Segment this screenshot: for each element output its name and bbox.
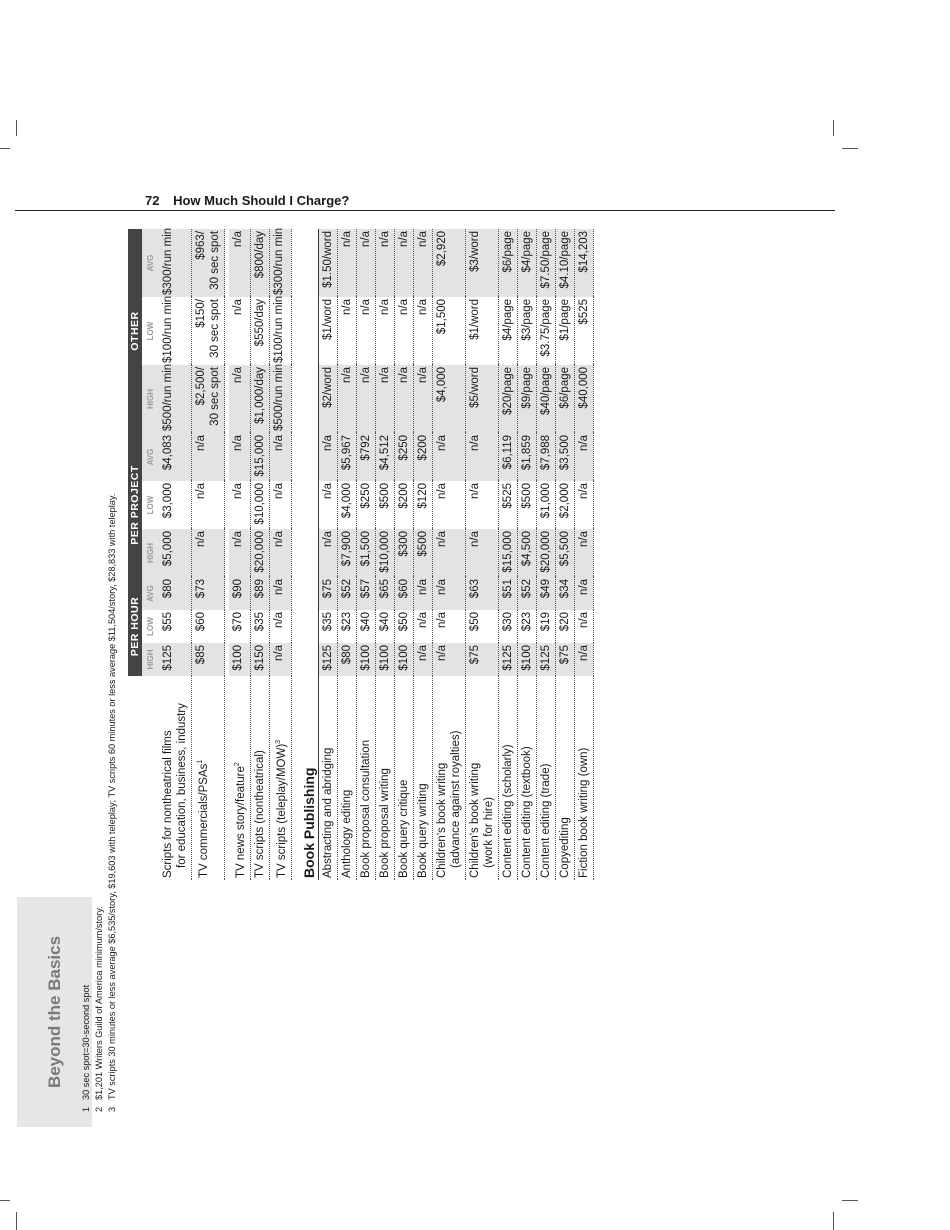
rate-cell: $1,000 [536,481,555,529]
rate-cell: n/a [413,643,432,676]
rate-cell: $80 [159,577,192,610]
rate-cell: $51 [498,577,517,610]
rate-cell: $89 [250,577,269,610]
rate-cell: n/a [394,297,413,365]
rate-cell: $100 [517,643,536,676]
rate-cell: $792 [356,433,375,481]
rate-cell: $35 [318,610,337,643]
rate-cell: $500/run min [269,365,291,433]
rate-cell: $2/word [318,365,337,433]
table-row [432,229,465,880]
rate-cell: n/a [465,481,498,529]
rate-cell: $500/run min [159,365,192,433]
rate-cell: $4,512 [375,433,394,481]
rate-cell: $1,500 [432,297,465,365]
rate-cell: $4,000 [337,481,356,529]
subheader-avg: AVG [142,433,159,481]
rate-cell: $150 [250,643,269,676]
rate-cell: $34 [555,577,574,610]
rate-cell: $3,000 [159,481,192,529]
rate-cell: n/a [394,365,413,433]
table-row [413,229,432,880]
rate-cell: $40 [356,610,375,643]
rate-cell: $3.75/page [536,297,555,365]
rate-cell: $125 [536,643,555,676]
table-row [574,229,593,880]
rate-cell: $15,000 [250,433,269,481]
row-label: TV scripts (nontheatrical) [250,676,269,880]
rate-cell: n/a [229,365,250,433]
row-label: Book proposal consultation [356,676,375,880]
rate-cell: $80 [337,643,356,676]
crop-mark [16,1212,17,1230]
rate-cell: $500 [517,481,536,529]
rate-cell: $3/page [517,297,536,365]
rate-cell: n/a [318,529,337,577]
page-number: 72 [145,193,160,208]
rate-cell: $57 [356,577,375,610]
rate-cell: n/a [192,433,225,481]
crop-mark [842,1200,858,1201]
group-header-per-project: PER PROJECT [128,433,142,577]
rate-cell: n/a [432,433,465,481]
rate-cell: $1,000/day [250,365,269,433]
subheader-low: LOW [146,495,155,515]
rate-cell: $2,000 [555,481,574,529]
rate-cell: n/a [413,610,432,643]
rate-cell: $23 [517,610,536,643]
rate-cell: n/a [356,365,375,433]
row-label: Book query writing [413,676,432,880]
rate-cell: $1/page [555,297,574,365]
rate-cell: $6,119 [498,433,517,481]
rate-cell: $9/page [517,365,536,433]
rate-cell: $150/ 30 sec spot [192,297,225,365]
rate-cell: $4,500 [517,529,536,577]
rate-cell: $5/word [465,365,498,433]
rate-cell: $73 [192,577,225,610]
rate-cell: $250 [356,481,375,529]
rate-cell: $120 [413,481,432,529]
rate-cell: $75 [555,643,574,676]
rate-cell: n/a [229,433,250,481]
row-label: Children's book writing (work for hire) [465,676,498,880]
rate-cell: $100/run min [269,297,291,365]
rate-cell: n/a [574,577,593,610]
rate-cell: $2,500/ 30 sec spot [192,365,225,433]
rate-cell: $4,083 [159,433,192,481]
rate-cell: n/a [269,481,291,529]
row-label: Book proposal writing [375,676,394,880]
crop-mark [833,1212,834,1230]
table-row [465,229,498,880]
rate-cell: n/a [432,577,465,610]
rate-cell: n/a [337,229,356,297]
rate-cell: $23 [337,610,356,643]
rate-cell: $50 [394,610,413,643]
row-label: Fiction book writing (own) [574,676,593,880]
rate-cell: $2,920 [432,229,465,297]
rate-cell: n/a [337,365,356,433]
row-label: Anthology editing [337,676,356,880]
rate-cell: $1,859 [517,433,536,481]
row-label: TV scripts (teleplay/MOW)$^3$ [269,676,291,880]
rate-cell: $60 [394,577,413,610]
rate-cell: $125 [498,643,517,676]
subheader-high: HIGH [142,643,159,676]
rate-cell: $6/page [498,229,517,297]
subheader-low: LOW [146,321,155,341]
rate-cell: $125 [159,643,192,676]
rate-cell: $20,000 [250,529,269,577]
rate-cell: $5,000 [159,529,192,577]
row-label: Copyediting [555,676,574,880]
rate-cell: n/a [432,529,465,577]
rate-cell: $10,000 [250,481,269,529]
rate-cell: n/a [318,433,337,481]
rate-cell: n/a [192,529,225,577]
side-tab-label: Beyond the Basics [44,935,64,1089]
rate-cell: n/a [375,229,394,297]
subheader-avg: AVG [142,229,159,297]
rate-cell: $250 [394,433,413,481]
crop-mark [842,148,858,149]
row-label: TV commercials/PSAs$^1$ [192,676,225,880]
table-row [375,229,394,880]
table-row [536,229,555,880]
rate-cell: $1/word [465,297,498,365]
rate-cell: $15,000 [498,529,517,577]
rate-cell: $10,000 [375,529,394,577]
rate-cell: $550/day [250,297,269,365]
rate-cell: $1.50/word [318,229,337,297]
subheader-high: HIGH [142,365,159,433]
rate-cell: n/a [413,577,432,610]
row-label: Scripts for nontheatrical films for education, business, industry [159,676,192,880]
rate-cell: $52 [337,577,356,610]
rate-cell: $49 [536,577,555,610]
row-label: Content editing (scholarly) [498,676,517,880]
rate-cell: n/a [432,481,465,529]
rate-cell: $800/day [250,229,269,297]
table-row [394,229,413,880]
rate-cell: n/a [574,433,593,481]
rate-cell: $40/page [536,365,555,433]
rate-cell: $70 [229,610,250,643]
rate-cell: $200 [394,481,413,529]
rate-cell: $200 [413,433,432,481]
rate-cell: n/a [229,529,250,577]
group-header-per-hour: PER HOUR [128,577,142,676]
rate-cell: $100 [394,643,413,676]
rate-cell: n/a [192,481,225,529]
rate-cell: $3,500 [555,433,574,481]
rate-cell: $525 [574,297,593,365]
rate-cell: n/a [229,297,250,365]
rate-cell: n/a [269,610,291,643]
rate-cell: n/a [269,577,291,610]
group-header-other: OTHER [128,229,142,433]
rate-cell: $300/run min [269,229,291,297]
rate-cell: $5,500 [555,529,574,577]
crop-mark [16,120,17,136]
rate-cell: $14,203 [574,229,593,297]
rate-cell: $50 [465,610,498,643]
header-rule [15,210,835,211]
rate-cell: n/a [432,610,465,643]
rate-cell: n/a [269,433,291,481]
rate-cell: $75 [318,577,337,610]
rate-cell: n/a [574,610,593,643]
rate-cell: $63 [465,577,498,610]
rate-cell: $4/page [517,229,536,297]
rate-cell: $963/ 30 sec spot [192,229,225,297]
rate-cell: $20/page [498,365,517,433]
rate-cell: n/a [356,297,375,365]
footnote: 130 sec spot=30-second spot [81,984,91,1112]
row-label: Book query critique [394,676,413,880]
rate-cell: n/a [375,365,394,433]
crop-mark [0,1200,10,1201]
rate-cell: $5,967 [337,433,356,481]
rate-cell: n/a [356,229,375,297]
table-row [555,229,574,880]
rate-cell: $7.50/page [536,229,555,297]
rate-cell: $500 [413,529,432,577]
rate-cell: $100 [356,643,375,676]
rate-cell: $300 [394,529,413,577]
rate-cell: $85 [192,643,225,676]
row-label: Children's book writing (advance against royalties) [432,676,465,880]
rate-cell: $65 [375,577,394,610]
rate-cell: $40 [375,610,394,643]
rate-cell: n/a [269,529,291,577]
rate-cell: $1,500 [356,529,375,577]
rate-cell: n/a [574,643,593,676]
page-title: How Much Should I Charge? [173,193,350,208]
rate-cell: n/a [375,297,394,365]
rate-cell: $20 [555,610,574,643]
rate-cell: n/a [269,643,291,676]
crop-mark [833,120,834,136]
rate-cell: $30 [498,610,517,643]
page-header [145,193,349,208]
rate-cell: $52 [517,577,536,610]
rate-cell: n/a [465,433,498,481]
rate-cell: $500 [375,481,394,529]
rate-cell: $125 [318,643,337,676]
rate-cell: n/a [465,529,498,577]
rate-cell: $60 [192,610,225,643]
table-row [517,229,536,880]
rate-cell: n/a [413,365,432,433]
rate-cell: $3/word [465,229,498,297]
rate-cell: $7,988 [536,433,555,481]
rate-cell: n/a [413,297,432,365]
rate-cell: $100 [375,643,394,676]
rate-cell: $55 [159,610,192,643]
rate-cell: n/a [229,481,250,529]
rate-cell: $4,000 [432,365,465,433]
rate-cell: n/a [337,297,356,365]
row-label: TV news story/feature$^2$ [229,676,250,880]
rate-cell: $20,000 [536,529,555,577]
rate-cell: n/a [413,229,432,297]
subheader-avg: AVG [142,577,159,610]
table-row [498,229,517,880]
rate-cell: $100 [229,643,250,676]
rate-cell: $4/page [498,297,517,365]
subheader-low: LOW [146,617,155,636]
rate-cell: $19 [536,610,555,643]
rate-cell: $40,000 [574,365,593,433]
rate-cell: $525 [498,481,517,529]
rate-cell: n/a [229,229,250,297]
rate-cell: $4.10/page [555,229,574,297]
rate-cell: n/a [574,529,593,577]
rate-cell: $300/run min [159,229,192,297]
subheader-high: HIGH [142,529,159,577]
row-label: Content editing (textbook) [517,676,536,880]
crop-mark [0,148,10,149]
rate-cell: $35 [250,610,269,643]
rate-cell: n/a [432,643,465,676]
rate-cell: $100/run min [159,297,192,365]
rate-cell: $75 [465,643,498,676]
footnote: 3TV scripts 30 minutes or less average $6,535/story, $19,603 with teleplay; TV scripts 60 minutes or less average $11,504/story, $28,833 with teleplay. [107,493,117,1112]
row-label: Content editing (trade) [536,676,555,880]
rate-cell: n/a [394,229,413,297]
rate-cell: $7,900 [337,529,356,577]
rate-cell: $6/page [555,365,574,433]
rate-cell: n/a [318,481,337,529]
row-label: Abstracting and abridging [318,676,337,880]
rate-cell: n/a [574,481,593,529]
footnote: 2$1,201 Writers Guild of America minimum/story. [94,906,104,1112]
section-title: Book Publishing [291,229,318,880]
rate-cell: $90 [229,577,250,610]
rate-cell: $1/word [318,297,337,365]
